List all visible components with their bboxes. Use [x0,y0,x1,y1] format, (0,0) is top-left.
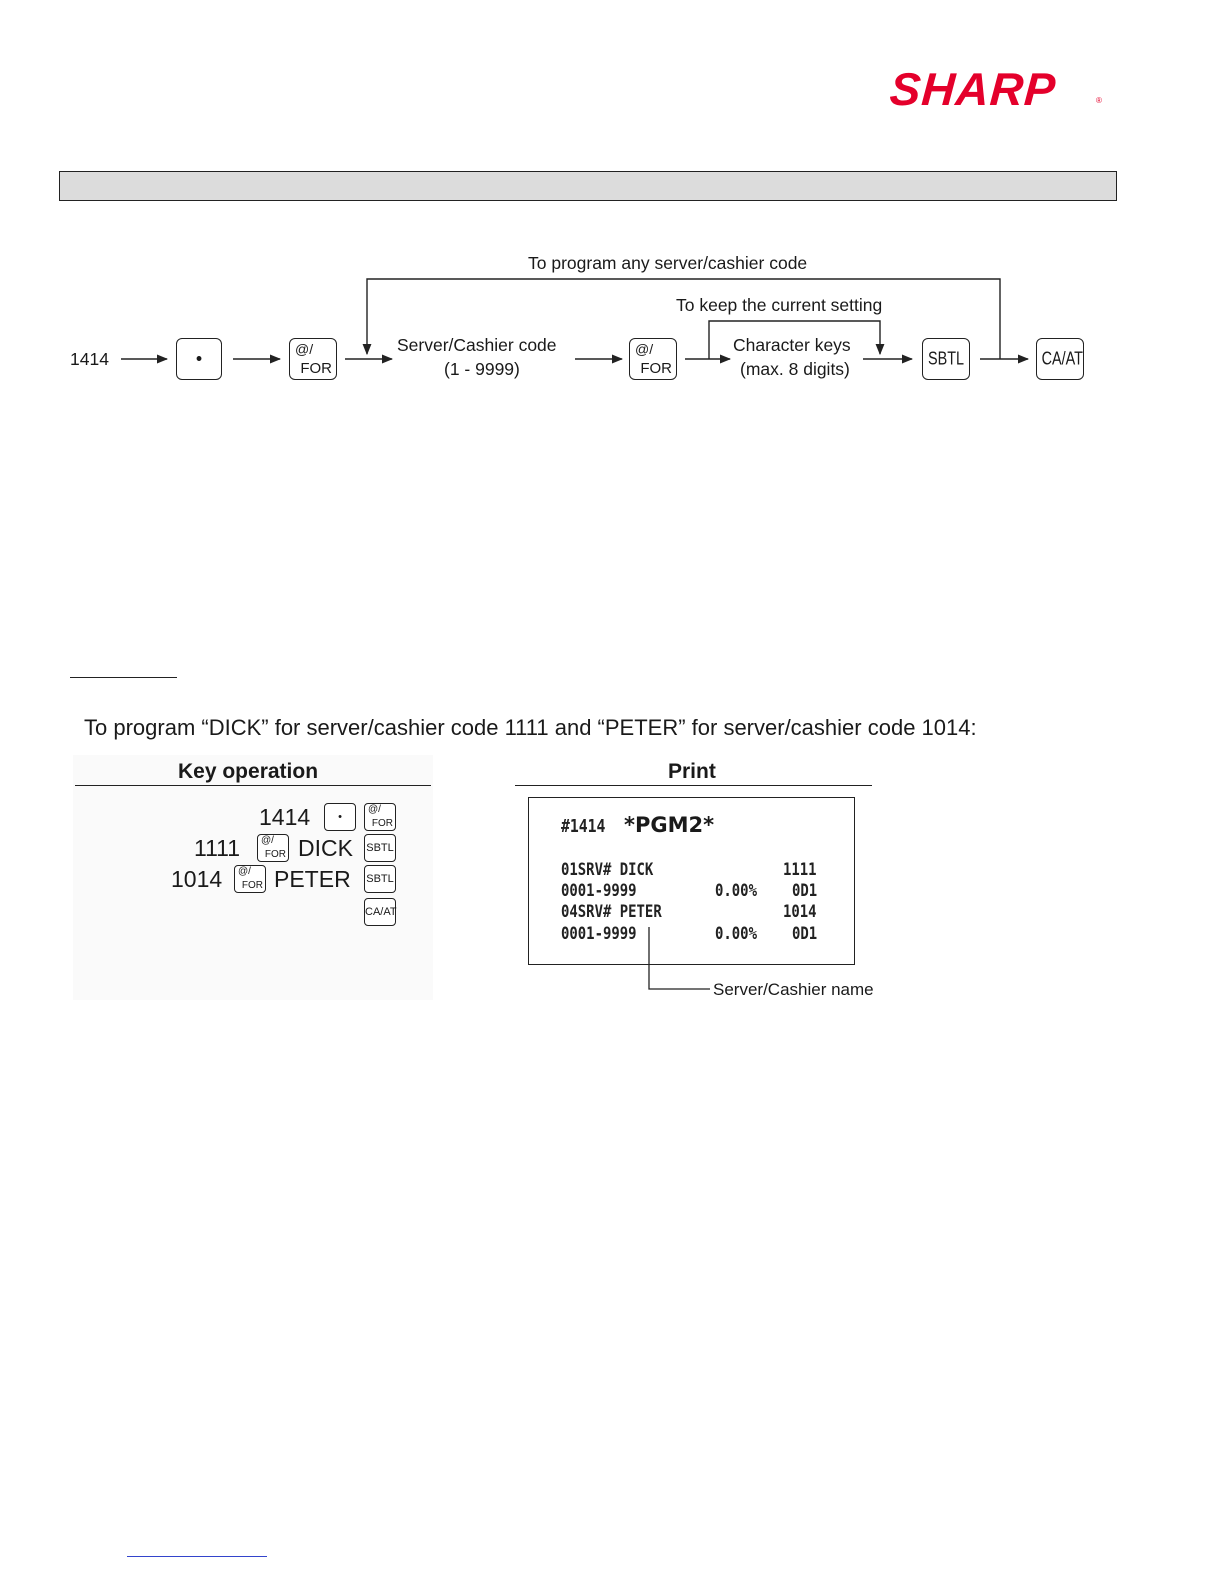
small-for-bottom: FOR [241,880,263,891]
for-key-bottom: FOR [300,360,332,377]
receipt-row-3-right: 1014 [783,902,817,922]
small-for-top: @/ [368,804,381,815]
decimal-key-label: • [195,348,203,369]
keyop-code-1014: 1014 [171,866,223,892]
small-dot-label: • [338,811,342,823]
for-key-1 [289,338,337,380]
receipt-header-num: #1414 [561,816,606,837]
footer-link-underline[interactable] [127,1556,267,1557]
small-sbtl-key [364,834,396,862]
for-key-2 [629,338,677,380]
keyop-code-1111: 1111 [194,835,241,861]
sharp-logo: SHARP [888,63,1058,115]
for-key-top: @/ [635,341,654,357]
small-for-bottom: FOR [264,849,286,860]
keyop-name-dick: DICK [298,835,353,861]
small-caat-key [364,898,396,926]
caat-key-label: CA/AT [1041,348,1083,369]
receipt-row-2-left: 0001-9999 [561,881,637,901]
receipt-row-2-mid: 0.00% [715,881,757,901]
decimal-key [176,338,222,380]
small-for-key [364,803,396,831]
receipt-header-title: *PGM2* [624,813,715,837]
callout-label: Server/Cashier name [713,980,874,999]
receipt-row-1-left: 01SRV# DICK [561,860,654,880]
keyop-code-1414: 1414 [259,804,311,830]
receipt-row-2-right: 0D1 [792,881,818,901]
callout-line [640,925,720,995]
caat-key [1036,338,1084,380]
receipt-row-3-left: 04SRV# PETER [561,902,662,922]
step-chars-label: Character keys [733,335,851,355]
skip-label: To keep the current setting [676,295,883,315]
keyop-name-peter: PETER [274,866,351,892]
receipt-row-1-right: 1111 [783,860,817,880]
print-header: Print [668,760,716,783]
small-dot-key [324,803,356,831]
step-code-label: Server/Cashier code [397,335,557,355]
small-for-key [234,865,266,893]
small-sbtl-label: SBTL [366,873,394,885]
for-key-bottom: FOR [640,360,672,377]
key-operation-header: Key operation [178,760,319,783]
start-code: 1414 [70,349,109,369]
step-chars-limit: (max. 8 digits) [740,359,850,379]
receipt-row-4-mid: 0.00% [715,924,757,944]
small-for-top: @/ [261,835,274,846]
small-for-bottom: FOR [371,818,393,829]
example-description: To program “DICK” for server/cashier code 1111 and “PETER” for server/cashier code 1014: [84,715,977,740]
key-operation-rule [75,785,431,786]
receipt-row-4-right: 0D1 [792,924,818,944]
small-for-key [257,834,289,862]
for-key-top: @/ [295,341,314,357]
small-sbtl-key [364,865,396,893]
sbtl-key [922,338,970,380]
small-sbtl-label: SBTL [366,842,394,854]
small-for-top: @/ [238,866,251,877]
sbtl-key-label: SBTL [927,348,965,369]
step-code-range: (1 - 9999) [444,359,520,379]
small-caat-label: CA/AT [365,906,397,918]
receipt-row-4-left: 0001-9999 [561,924,637,944]
example-heading-underline [70,677,177,678]
print-rule [515,785,872,786]
loop-label: To program any server/cashier code [528,253,808,273]
registered-mark: ® [1096,96,1102,105]
